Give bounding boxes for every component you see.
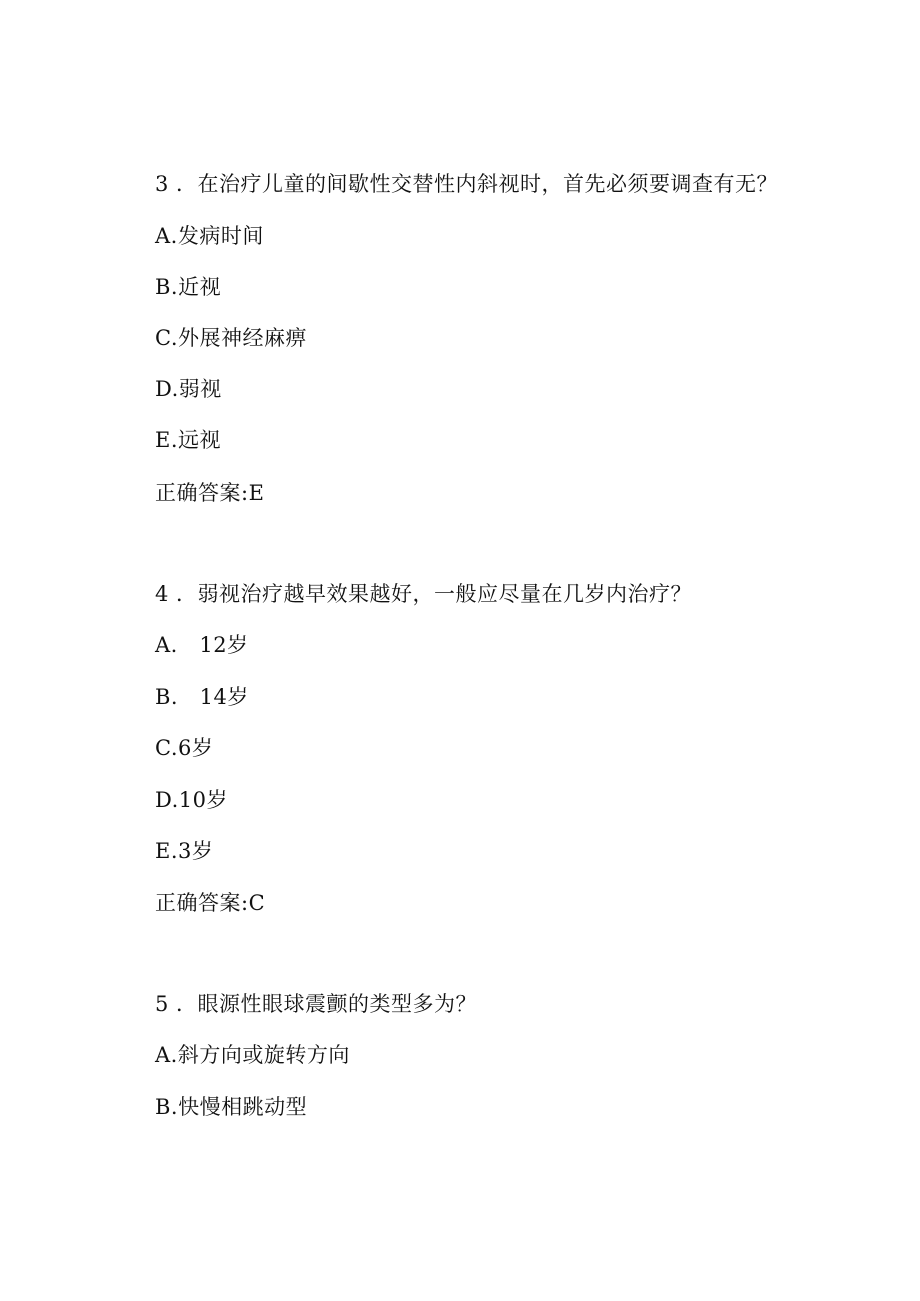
- question-4-option-d: D.10岁: [155, 788, 228, 812]
- question-4-option-c: C.6岁: [155, 736, 214, 760]
- question-3-option-b: B.近视: [155, 275, 222, 299]
- question-4-option-a: A. 12岁: [155, 633, 249, 657]
- question-4-stem: 4 ．弱视治疗越早效果越好，一般应尽量在几岁内治疗？: [155, 582, 693, 606]
- question-4-option-b: B. 14岁: [155, 685, 249, 709]
- question-3-stem: 3 ．在治疗儿童的间歇性交替性内斜视时，首先必须要调查有无？: [155, 172, 779, 196]
- question-4-answer: 正确答案:C: [155, 891, 266, 915]
- question-4-option-e: E.3岁: [155, 839, 214, 863]
- question-3-option-e: E.远视: [155, 428, 222, 452]
- question-5-option-a: A.斜方向或旋转方向: [155, 1043, 350, 1067]
- question-3-option-c: C.外展神经麻痹: [155, 326, 307, 350]
- question-3-option-a: A.发病时间: [155, 224, 264, 248]
- question-3-answer: 正确答案:E: [155, 481, 265, 505]
- question-5-stem: 5 ．眼源性眼球震颤的类型多为？: [155, 992, 478, 1016]
- question-5-option-b: B.快慢相跳动型: [155, 1095, 308, 1119]
- question-3-option-d: D.弱视: [155, 377, 222, 401]
